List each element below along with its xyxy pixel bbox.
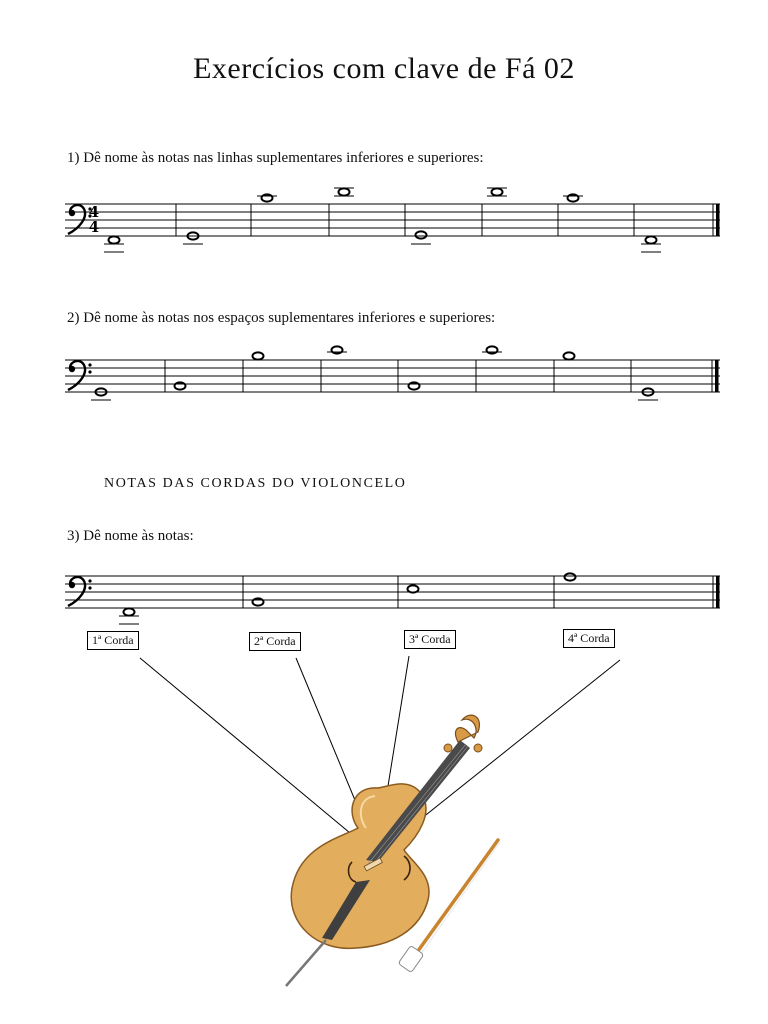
exercise-1-prompt: 1) Dê nome às notas nas linhas suplementares inferiores e superiores: xyxy=(67,150,484,166)
exercise-3-prompt: 3) Dê nome às notas: xyxy=(67,528,194,544)
exercise-2-prompt: 2) Dê nome às notas nos espaços suplementares inferiores e superiores: xyxy=(67,310,496,326)
time-signature-bottom: 4 xyxy=(88,218,100,236)
string-label-4: 4ª Corda xyxy=(563,629,615,648)
string-label-1: 1ª Corda xyxy=(87,631,139,650)
page-title: Exercícios com clave de Fá 02 xyxy=(193,52,575,85)
string-label-2: 2ª Corda xyxy=(249,632,301,651)
section-heading: NOTAS DAS CORDAS DO VIOLONCELO xyxy=(104,476,407,491)
cello-icon xyxy=(286,715,482,986)
string-label-3: 3ª Corda xyxy=(404,630,456,649)
time-signature-top: 4 xyxy=(88,203,100,221)
